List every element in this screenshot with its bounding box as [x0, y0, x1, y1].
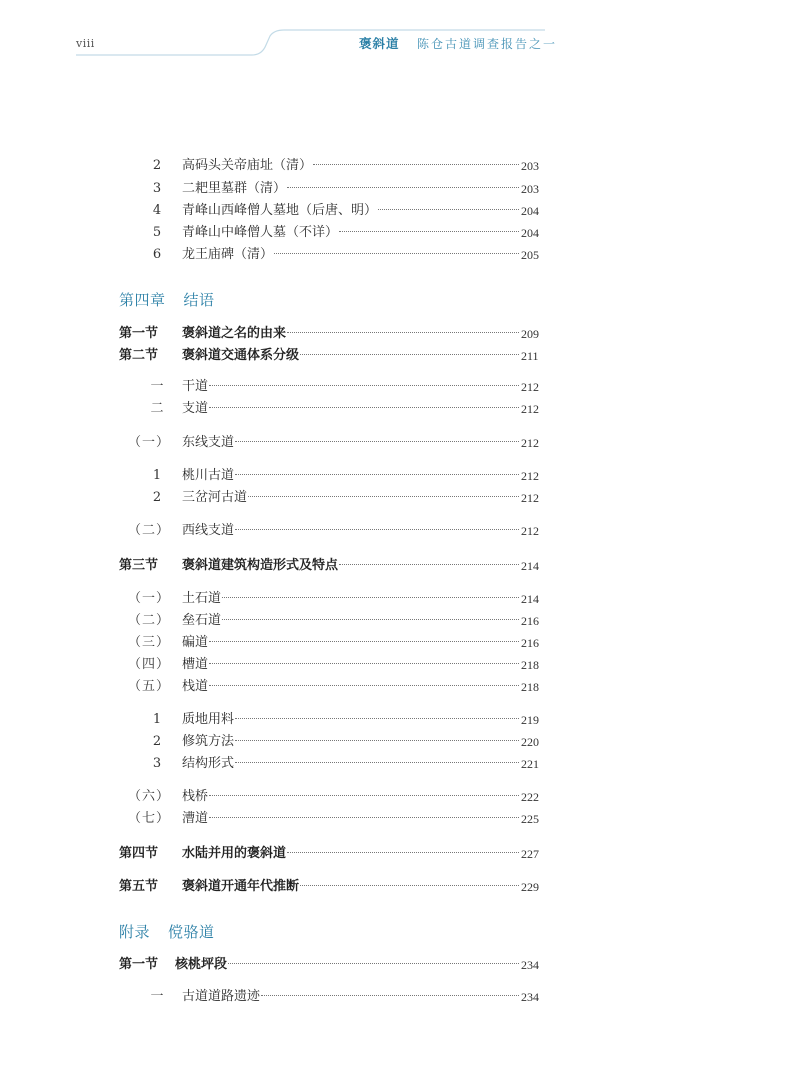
toc-entry-marker: 1: [152, 468, 162, 483]
toc-entry-label: [182, 877, 520, 897]
toc-entry[interactable]: [0, 809, 793, 829]
toc-entry-label: [182, 844, 520, 864]
toc-entry-marker: 第一节: [119, 326, 159, 341]
toc-entry-page: 212: [521, 469, 539, 483]
dot-leader: [300, 354, 519, 355]
toc-entry-page: 203: [521, 182, 539, 196]
toc-entry-page: 218: [521, 680, 539, 694]
toc-entry-label: [182, 245, 520, 265]
dot-leader: [235, 474, 519, 475]
toc-entry-marker: （三）: [128, 635, 171, 650]
toc-entry-title: 西线支道: [182, 523, 235, 538]
toc-entry-page: 220: [521, 735, 539, 749]
dot-leader: [209, 641, 519, 642]
toc-entry-title: 青峰山西峰僧人墓地（后唐、明）: [182, 203, 378, 218]
toc-entry[interactable]: [0, 433, 793, 453]
dot-leader: [209, 663, 519, 664]
dot-leader: [339, 564, 519, 565]
toc-entry-label: [182, 732, 520, 752]
toc-entry-marker: 第一节: [119, 957, 159, 972]
toc-entry-label: [182, 611, 520, 631]
dot-leader: [300, 885, 519, 886]
toc-entry-title: 褒斜道交通体系分级: [182, 348, 300, 363]
dot-leader: [313, 164, 519, 165]
toc-entry-page: 214: [521, 559, 539, 573]
toc-entry-title: 核桃坪段: [175, 957, 228, 972]
toc-entry-page: 216: [521, 614, 539, 628]
toc-entry[interactable]: [0, 399, 793, 419]
toc-entry-page: 212: [521, 380, 539, 394]
toc-entry-title: 三岔河古道: [182, 490, 248, 505]
toc-entry-page: 203: [521, 159, 539, 173]
toc-entry-marker: 第三节: [119, 558, 159, 573]
toc-entry-title: 碥道: [182, 635, 209, 650]
toc-entry[interactable]: [0, 324, 793, 344]
toc-entry[interactable]: [0, 245, 793, 265]
toc-entry-marker: 3: [152, 756, 162, 771]
toc-entry-page: 221: [521, 757, 539, 771]
toc-entry-title: 土石道: [182, 591, 222, 606]
toc-entry-marker: （二）: [128, 523, 171, 538]
dot-leader: [261, 995, 519, 996]
toc-entry-page: 209: [521, 327, 539, 341]
dot-leader: [235, 740, 519, 741]
toc-entry-page: 222: [521, 790, 539, 804]
toc-entry[interactable]: [0, 710, 793, 730]
toc-entry-label: [182, 156, 520, 176]
toc-entry[interactable]: [0, 179, 793, 199]
toc-entry-label: [182, 633, 520, 653]
dot-leader: [235, 718, 519, 719]
toc-entry-page: 205: [521, 248, 539, 262]
toc-entry-title: 东线支道: [182, 435, 235, 450]
running-head-subtitle: 陈仓古道调查报告之一: [417, 37, 558, 51]
toc-entry-title: 槽道: [182, 657, 209, 672]
toc-entry-page: 212: [521, 491, 539, 505]
toc-entry-marker: （四）: [128, 657, 171, 672]
toc-entry-page: 234: [521, 990, 539, 1004]
toc-entry-title: 龙王庙碑（清）: [182, 247, 274, 262]
toc-entry-title: 水陆并用的褒斜道: [182, 846, 287, 861]
dot-leader: [209, 817, 519, 818]
dot-leader: [248, 496, 519, 497]
toc-entry-marker: （二）: [128, 613, 171, 628]
toc-entry-label: [182, 589, 520, 609]
toc-entry-page: 216: [521, 636, 539, 650]
toc-entry-marker: （七）: [128, 811, 171, 826]
toc-entry[interactable]: [0, 987, 793, 1007]
toc-entry-page: 229: [521, 880, 539, 894]
toc-entry-marker: 二: [150, 401, 164, 416]
toc-entry-label: [182, 754, 520, 774]
toc-entry[interactable]: [0, 556, 793, 576]
toc-entry-marker: 一: [150, 379, 164, 394]
toc-entry-title: 栈道: [182, 679, 209, 694]
dot-leader: [378, 209, 519, 210]
toc-entry-title: 结构形式: [182, 756, 235, 771]
toc-entry-label: [182, 556, 520, 576]
toc-entry-marker: 1: [152, 712, 162, 727]
toc-entry-marker: （一）: [128, 435, 171, 450]
toc-entry-label: [182, 201, 520, 221]
toc-entry[interactable]: [0, 611, 793, 631]
dot-leader: [235, 762, 519, 763]
toc-entry-title: 干道: [182, 379, 209, 394]
toc-entry-marker: 第五节: [119, 879, 159, 894]
toc-entry-title: 褒斜道开通年代推断: [182, 879, 300, 894]
toc-entry-marker: （六）: [128, 789, 171, 804]
toc-entry-label: [182, 346, 520, 366]
toc-entry-marker: 5: [152, 225, 162, 240]
toc-entry[interactable]: [0, 732, 793, 752]
toc-entry-title: 青峰山中峰僧人墓（不详）: [182, 225, 339, 240]
toc-entry[interactable]: [0, 466, 793, 486]
toc-entry-label: [175, 955, 520, 975]
toc-entry-title: 支道: [182, 401, 209, 416]
toc-entry-title: 古道道路遗迹: [182, 989, 261, 1004]
toc-entry-label: [182, 223, 520, 243]
toc-entry[interactable]: [0, 589, 793, 609]
toc-entry[interactable]: [0, 633, 793, 653]
toc-entry[interactable]: [0, 655, 793, 675]
toc-entry-page: 218: [521, 658, 539, 672]
toc-entry-marker: 6: [152, 247, 162, 262]
toc-entry-page: 225: [521, 812, 539, 826]
toc-entry-page: 214: [521, 592, 539, 606]
toc-entry[interactable]: [0, 677, 793, 697]
toc-entry[interactable]: [0, 877, 793, 897]
toc-entry-page: 212: [521, 436, 539, 450]
toc-entry-page: 234: [521, 958, 539, 972]
dot-leader: [228, 963, 519, 964]
toc-entry[interactable]: [0, 955, 793, 975]
toc-entry-page: 227: [521, 847, 539, 861]
toc-entry-label: [182, 809, 520, 829]
toc-entry[interactable]: [0, 521, 793, 541]
toc-entry-label: [182, 787, 520, 807]
toc-entry-label: [182, 433, 520, 453]
toc-entry-label: [182, 377, 520, 397]
toc-entry-marker: 2: [152, 158, 162, 173]
chapter-title: 傥骆道: [168, 923, 215, 941]
dot-leader: [222, 597, 519, 598]
dot-leader: [209, 385, 519, 386]
chapter-heading: [119, 921, 215, 942]
toc-entry-title: 修筑方法: [182, 734, 235, 749]
toc-entry-label: [182, 677, 520, 697]
toc-entry-label: [182, 466, 520, 486]
toc-entry-marker: 一: [150, 989, 164, 1004]
toc-entry-title: 漕道: [182, 811, 209, 826]
toc-entry-label: [182, 710, 520, 730]
toc-entry-page: 204: [521, 204, 539, 218]
toc-entry-title: 褒斜道建筑构造形式及特点: [182, 558, 339, 573]
toc-entry-title: 褒斜道之名的由来: [182, 326, 287, 341]
toc-entry-marker: 3: [152, 181, 162, 196]
dot-leader: [287, 187, 519, 188]
toc-entry-marker: 4: [152, 203, 162, 218]
toc-entry[interactable]: [0, 488, 793, 508]
toc-entry[interactable]: [0, 754, 793, 774]
toc-entry-title: 高码头关帝庙址（清）: [182, 158, 313, 173]
toc-entry[interactable]: [0, 377, 793, 397]
dot-leader: [235, 441, 519, 442]
toc-entry-marker: 第二节: [119, 348, 159, 363]
toc-entry[interactable]: [0, 223, 793, 243]
dot-leader: [287, 332, 519, 333]
toc-entry-label: [182, 179, 520, 199]
chapter-title: 结语: [183, 291, 215, 309]
toc-entry-title: 质地用料: [182, 712, 235, 727]
toc-entry-marker: （一）: [128, 591, 171, 606]
toc-entry[interactable]: [0, 844, 793, 864]
dot-leader: [235, 529, 519, 530]
dot-leader: [222, 619, 519, 620]
dot-leader: [287, 852, 519, 853]
toc-entry[interactable]: [0, 201, 793, 221]
chapter-number: 第四章: [119, 291, 166, 309]
toc-entry-marker: 2: [152, 734, 162, 749]
toc-entry-marker: 2: [152, 490, 162, 505]
toc-entry-page: 219: [521, 713, 539, 727]
toc-entry-label: [182, 324, 520, 344]
toc-entry-title: 垒石道: [182, 613, 222, 628]
toc-entry[interactable]: [0, 787, 793, 807]
toc-entry-label: [182, 488, 520, 508]
toc-entry-marker: 第四节: [119, 846, 159, 861]
toc-entry[interactable]: [0, 156, 793, 176]
toc-entry-page: 212: [521, 402, 539, 416]
toc-entry-page: 204: [521, 226, 539, 240]
toc-entry-label: [182, 399, 520, 419]
toc-entry-marker: （五）: [128, 679, 171, 694]
dot-leader: [209, 795, 519, 796]
toc-entry-label: [182, 521, 520, 541]
dot-leader: [209, 407, 519, 408]
chapter-heading: [119, 289, 215, 310]
running-head-title: 褒斜道: [359, 36, 400, 51]
dot-leader: [209, 685, 519, 686]
toc-entry-title: 栈桥: [182, 789, 209, 804]
toc-entry-label: [182, 987, 520, 1007]
dot-leader: [274, 253, 519, 254]
toc-entry[interactable]: [0, 346, 793, 366]
toc-entry-page: 212: [521, 524, 539, 538]
dot-leader: [339, 231, 519, 232]
toc-entry-title: 桃川古道: [182, 468, 235, 483]
page-number: viii: [76, 37, 95, 50]
toc-entry-page: 211: [521, 349, 539, 363]
toc-entry-label: [182, 655, 520, 675]
toc-entry-title: 二耙里墓群（清）: [182, 181, 287, 196]
chapter-number: 附录: [119, 923, 151, 941]
